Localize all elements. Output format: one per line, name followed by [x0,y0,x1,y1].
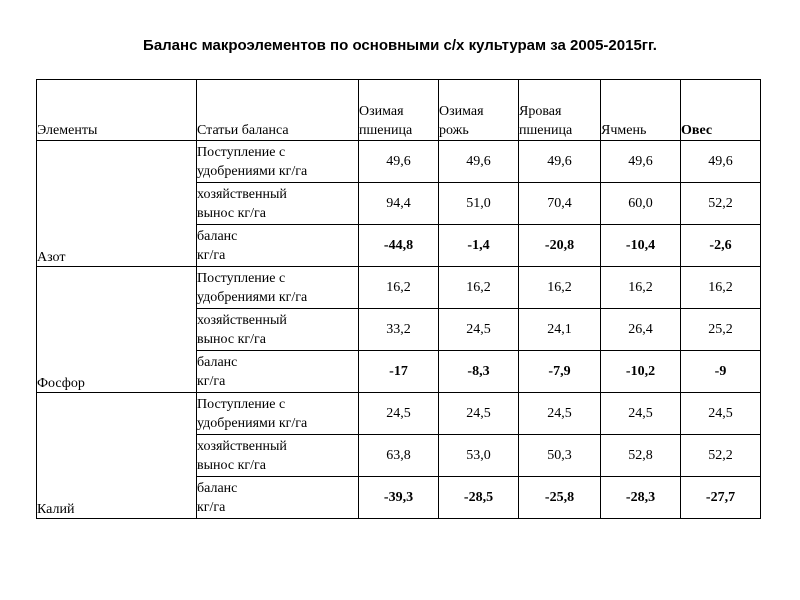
value-cell: 16,2 [519,267,601,309]
item-input: Поступление с удобрениями кг/га [197,267,359,309]
item-removal: хозяйственный вынос кг/га [197,435,359,477]
value-cell: 24,5 [601,393,681,435]
value-cell: 24,1 [519,309,601,351]
value-cell: 49,6 [681,141,761,183]
value-cell: 51,0 [439,183,519,225]
item-balance: баланс кг/га [197,477,359,519]
value-cell: 33,2 [359,309,439,351]
value-cell: 16,2 [439,267,519,309]
value-cell: 26,4 [601,309,681,351]
value-cell: -28,3 [601,477,681,519]
value-cell: -10,4 [601,225,681,267]
value-cell: -28,5 [439,477,519,519]
item-balance: баланс кг/га [197,225,359,267]
header-items: Статьи баланса [197,80,359,141]
value-cell: -27,7 [681,477,761,519]
value-cell: 49,6 [359,141,439,183]
value-cell: -1,4 [439,225,519,267]
value-cell: 50,3 [519,435,601,477]
value-cell: 52,2 [681,435,761,477]
value-cell: -2,6 [681,225,761,267]
balance-table [36,79,761,519]
header-barley: Ячмень [601,80,681,141]
value-cell: -25,8 [519,477,601,519]
header-winter-rye: Озимая рожь [439,80,519,141]
value-cell: 16,2 [359,267,439,309]
value-cell: 63,8 [359,435,439,477]
value-cell: -44,8 [359,225,439,267]
value-cell: -20,8 [519,225,601,267]
header-row [37,80,761,141]
item-removal: хозяйственный вынос кг/га [197,309,359,351]
header-elements: Элементы [37,80,197,141]
value-cell: 24,5 [681,393,761,435]
value-cell: 49,6 [601,141,681,183]
value-cell: 52,2 [681,183,761,225]
item-removal: хозяйственный вынос кг/га [197,183,359,225]
item-input: Поступление с удобрениями кг/га [197,141,359,183]
value-cell: 16,2 [601,267,681,309]
header-oats: Овес [681,80,761,141]
element-potassium: Калий [37,393,197,519]
table-body [37,141,761,519]
table-row [37,141,761,183]
value-cell: 25,2 [681,309,761,351]
value-cell: 49,6 [439,141,519,183]
value-cell: 24,5 [439,309,519,351]
value-cell: 24,5 [439,393,519,435]
element-phosphorus: Фосфор [37,267,197,393]
element-nitrogen: Азот [37,141,197,267]
value-cell: 24,5 [359,393,439,435]
item-balance: баланс кг/га [197,351,359,393]
value-cell: 70,4 [519,183,601,225]
value-cell: 53,0 [439,435,519,477]
value-cell: 16,2 [681,267,761,309]
value-cell: -17 [359,351,439,393]
value-cell: -39,3 [359,477,439,519]
table-row [37,267,761,309]
value-cell: -7,9 [519,351,601,393]
page-title: Баланс макроэлементов по основными с/х культурам за 2005-2015гг. [143,37,657,54]
value-cell: -10,2 [601,351,681,393]
item-input: Поступление с удобрениями кг/га [197,393,359,435]
header-spring-wheat: Яровая пшеница [519,80,601,141]
value-cell: 60,0 [601,183,681,225]
value-cell: 52,8 [601,435,681,477]
header-winter-wheat: Озимая пшеница [359,80,439,141]
value-cell: 24,5 [519,393,601,435]
value-cell: 94,4 [359,183,439,225]
value-cell: -9 [681,351,761,393]
value-cell: -8,3 [439,351,519,393]
value-cell: 49,6 [519,141,601,183]
table-row [37,393,761,435]
